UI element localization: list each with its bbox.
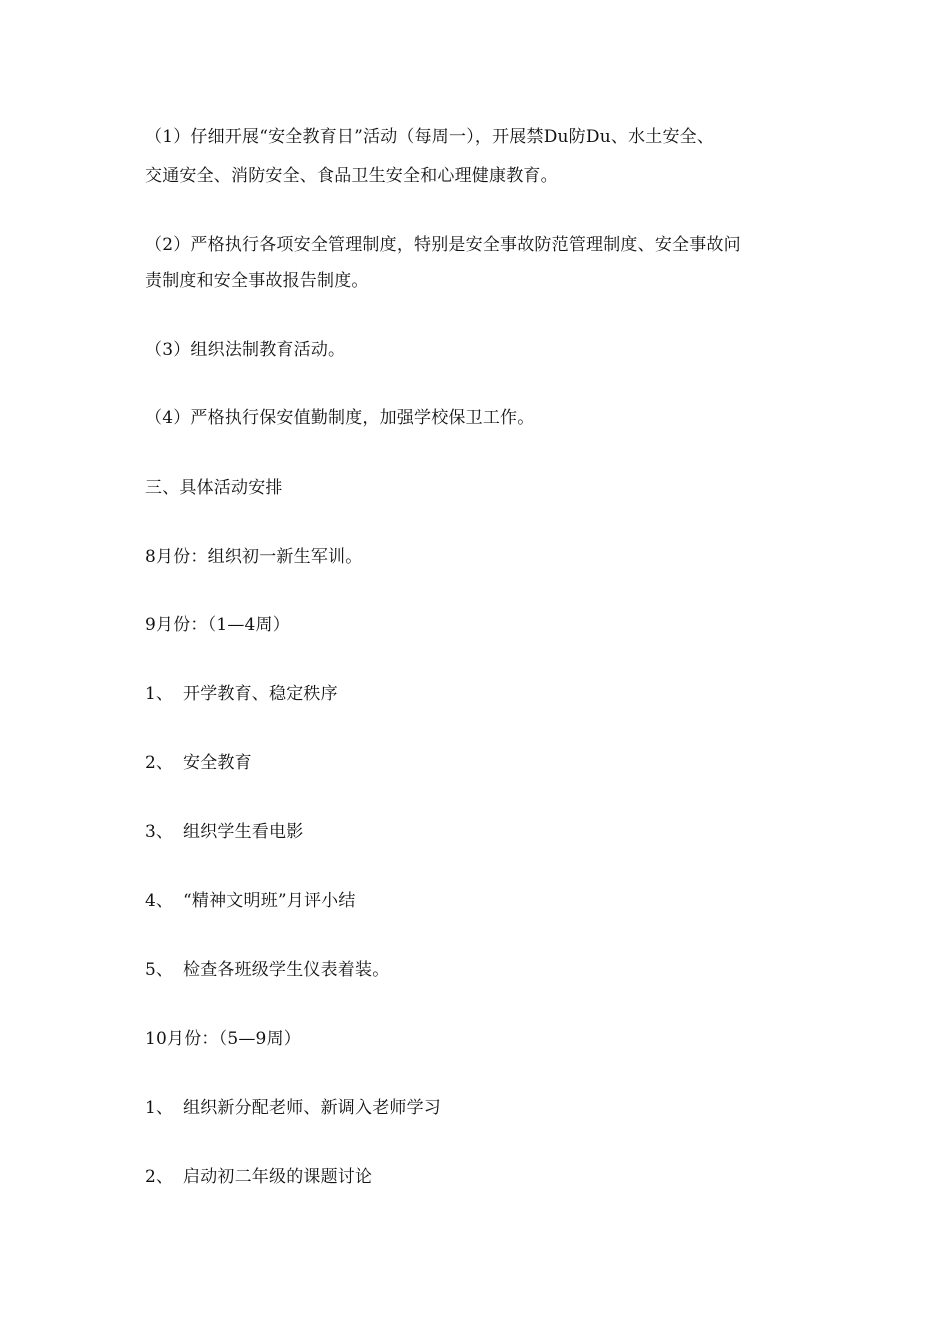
october-item <box>145 1167 372 1187</box>
paragraph-2-line-2: 责制度和安全事故报告制度。 <box>145 271 369 291</box>
september-item <box>145 891 356 911</box>
item-number: 4、 <box>145 891 174 911</box>
item-number: 1、 <box>145 684 174 704</box>
item-number: 3、 <box>145 822 174 842</box>
item-text: 安全教育 <box>183 753 252 773</box>
item-text: 检查各班级学生仪表着装。 <box>183 960 390 980</box>
item-text: “精神文明班”月评小结 <box>183 891 356 911</box>
item-text: 启动初二年级的课题讨论 <box>183 1167 373 1187</box>
item-text: 组织新分配老师、新调入老师学习 <box>183 1098 441 1118</box>
item-text: 组织学生看电影 <box>183 822 304 842</box>
item-number: 2、 <box>145 1167 174 1187</box>
item-number: 5、 <box>145 960 174 980</box>
september-item <box>145 684 338 704</box>
august-line: 8月份：组织初一新生军训。 <box>145 547 363 567</box>
september-item <box>145 960 389 980</box>
item-text: 开学教育、稳定秩序 <box>183 684 338 704</box>
paragraph-4: （4）严格执行保安值勤制度，加强学校保卫工作。 <box>145 408 535 428</box>
september-heading: 9月份：（1—4周） <box>145 615 290 635</box>
october-item <box>145 1098 441 1118</box>
paragraph-1-line-2: 交通安全、消防安全、食品卫生安全和心理健康教育。 <box>145 166 558 186</box>
paragraph-1-line-1: （1）仔细开展“安全教育日”活动（每周一），开展禁Du防Du、水土安全、 <box>145 127 715 147</box>
september-item <box>145 753 252 773</box>
paragraph-3: （3）组织法制教育活动。 <box>145 340 346 360</box>
paragraph-2-line-1: （2）严格执行各项安全管理制度，特别是安全事故防范管理制度、安全事故问 <box>145 235 741 255</box>
september-item <box>145 822 303 842</box>
october-heading: 10月份：（5—9周） <box>145 1029 301 1049</box>
item-number: 2、 <box>145 753 174 773</box>
item-number: 1、 <box>145 1098 174 1118</box>
section-heading: 三、具体活动安排 <box>145 478 283 498</box>
